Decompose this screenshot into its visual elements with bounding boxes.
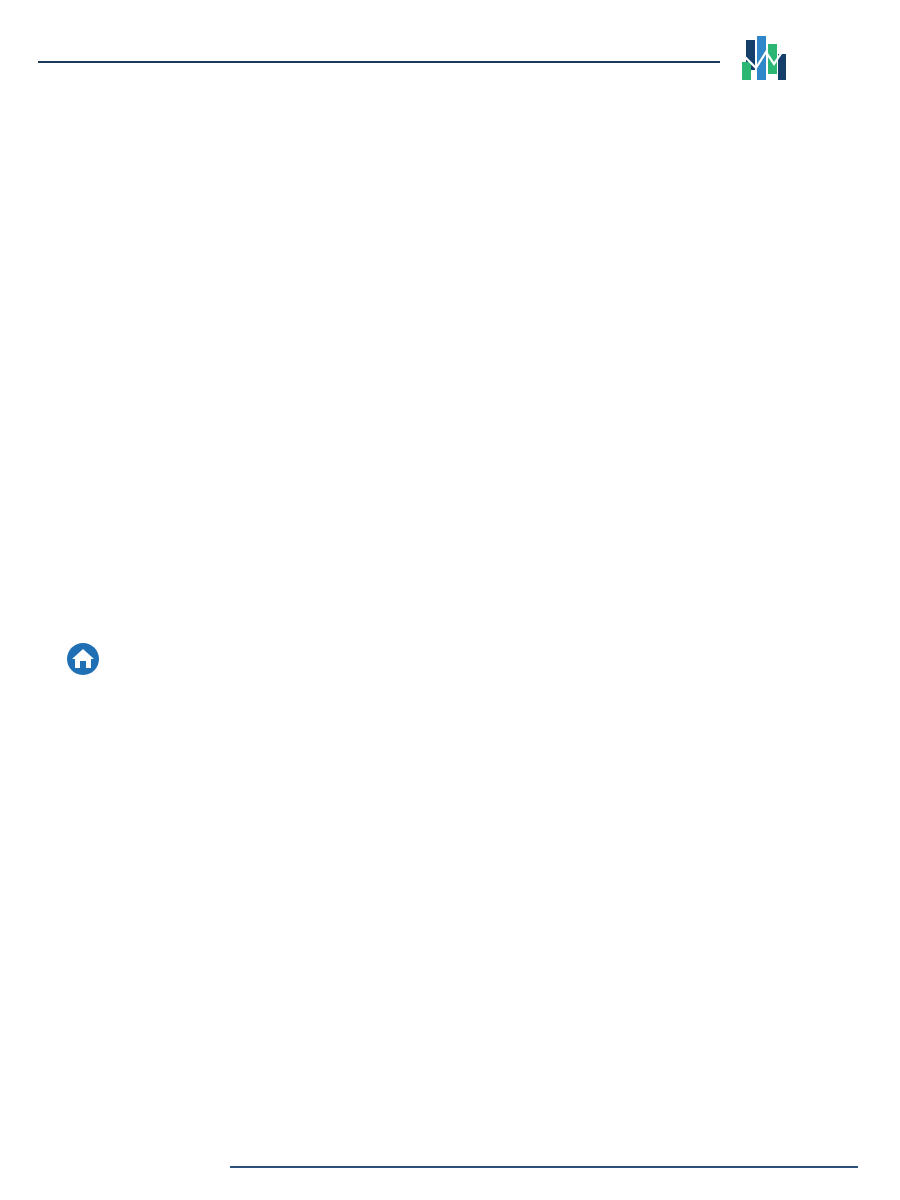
scenario-pie-chart	[0, 150, 900, 580]
home-icon	[66, 642, 100, 676]
bitong-logo-icon	[742, 34, 788, 84]
header-rule	[38, 61, 720, 63]
footer-rule	[230, 1166, 858, 1168]
brand-logo	[742, 34, 872, 90]
